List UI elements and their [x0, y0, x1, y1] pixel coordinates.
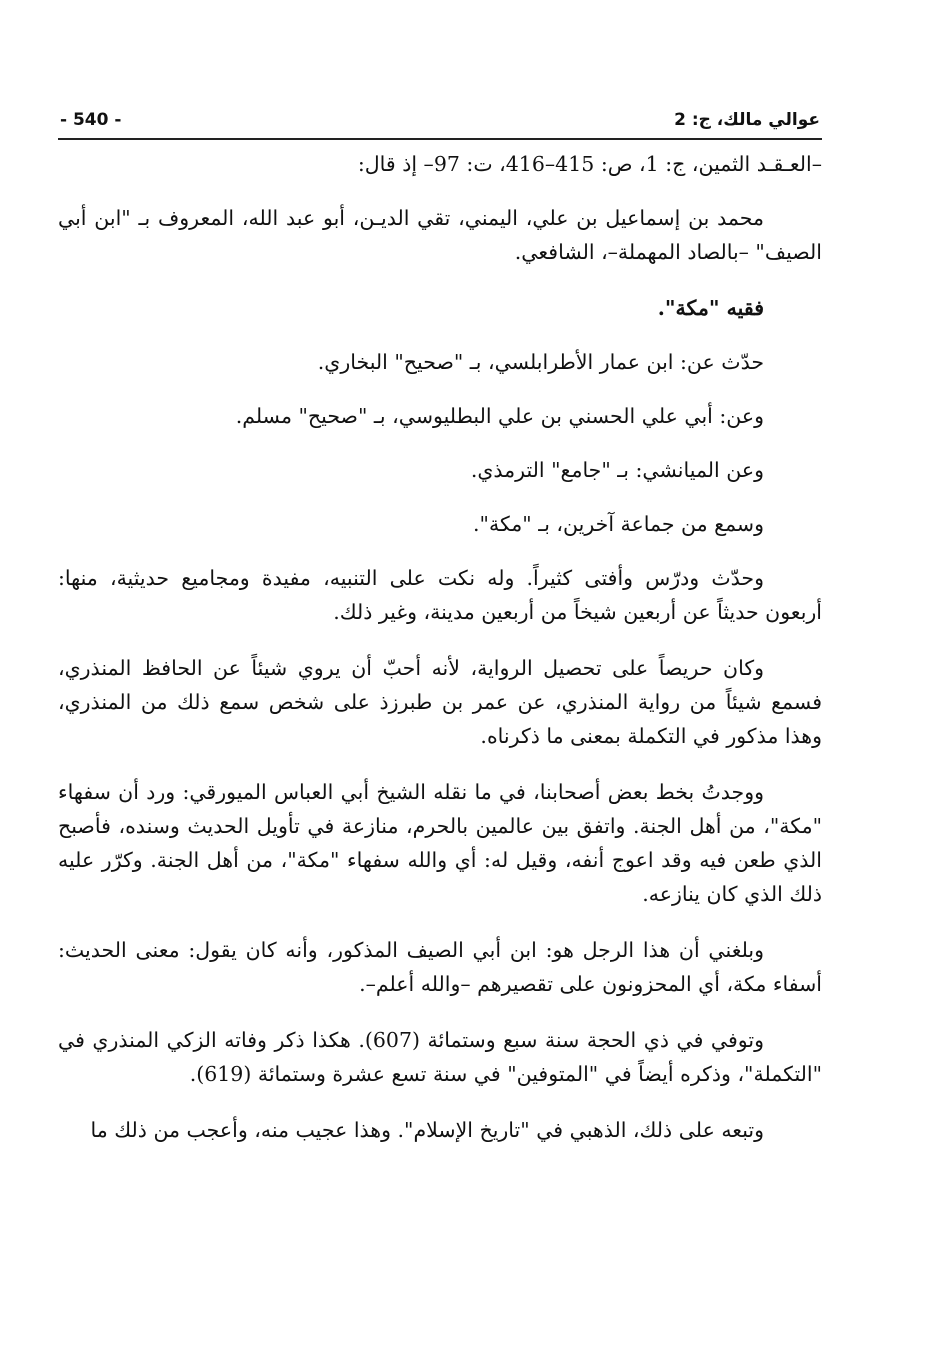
paragraph-death-date: وتوفي في ذي الحجة سنة سبع وستمائة (607). هكذا ذكر وفاته الزكي المنذري في "التكملة"، وذكره أيضاً في "المتوفين" في سنة تسع عشرة وستمائة (619). — [58, 1028, 822, 1086]
paragraph-title-faqih: فقيه "مكة". — [657, 296, 764, 320]
paragraph-hadith-tirmidhi: وعن الميانشي: بـ "جامع" الترمذي. — [470, 458, 764, 482]
paragraph-heard-makkah: وسمع من جماعة آخرين، بـ "مكة". — [473, 512, 764, 536]
header-divider — [58, 138, 822, 140]
paragraph-meaning-hadith: وبلغني أن هذا الرجل هو: ابن أبي الصيف المذكور، وأنه كان يقول: معنى الحديث: أسفاء مكة، أي المحزونون على تقصيرهم –والله أعلم–. — [58, 938, 822, 996]
running-header — [60, 100, 820, 130]
paragraph-mayurqi-report: ووجدتُ بخط بعض أصحابنا، في ما نقله الشيخ أبي العباس الميورقي: ورد أن سفهاء "مكة"، من أهل الجنة. واتفق بين عالمين بالحرم، منازعة في تأويل الحديث وسنده، فأصبح الذي طعن فيه وقد اعوج أنفه، وقيل له: أي والله سفهاء "مكة"، من أهل الجنة. وكرّر عليه ذلك الذي كان ينازعه. — [58, 780, 823, 906]
paragraph-teaching: وحدّث ودرّس وأفتى كثيراً. وله نكت على التنبيه، مفيدة ومجاميع حديثية، منها: أربعون حديثاً عن أربعين شيخاً من أربعين مدينة، وغير ذلك. — [58, 566, 822, 624]
paragraph-hadith-muslim: وعن: أبي علي الحسني بن علي البطليوسي، بـ "صحيح" مسلم. — [235, 404, 764, 428]
paragraph-dhahabi: وتبعه على ذلك، الذهبي في "تاريخ الإسلام". وهذا عجيب منه، وأعجب من ذلك ما — [90, 1118, 764, 1142]
source-reference-line: –العـقـد الثمين، ج: 1، ص: 415–416، ت: 97– إذ قال: — [357, 152, 822, 176]
paragraph-riwaya: وكان حريصاً على تحصيل الرواية، لأنه أحبّ أن يروي شيئاً عن الحافظ المنذري، فسمع شيئاً من رواية المنذري، عن عمر بن طبرزذ على شخص سمع ذلك من المنذري، وهذا مذكور في التكملة بمعنى ما ذكرناه. — [58, 656, 822, 748]
page-number: - 540 - — [60, 110, 122, 130]
paragraph-name-entry: محمد بن إسماعيل بن علي، اليمني، تقي الديـن، أبو عبد الله، المعروف بـ "ابن أبي الصيف" –بالصاد المهملة–، الشافعي. — [58, 206, 822, 264]
body-text — [58, 147, 822, 1169]
paragraph-hadith-bukhari: حدّث عن: ابن عمار الأطرابلسي، بـ "صحيح" البخاري. — [317, 350, 764, 374]
book-title: عوالي مالك، ج: 2 — [674, 110, 820, 130]
